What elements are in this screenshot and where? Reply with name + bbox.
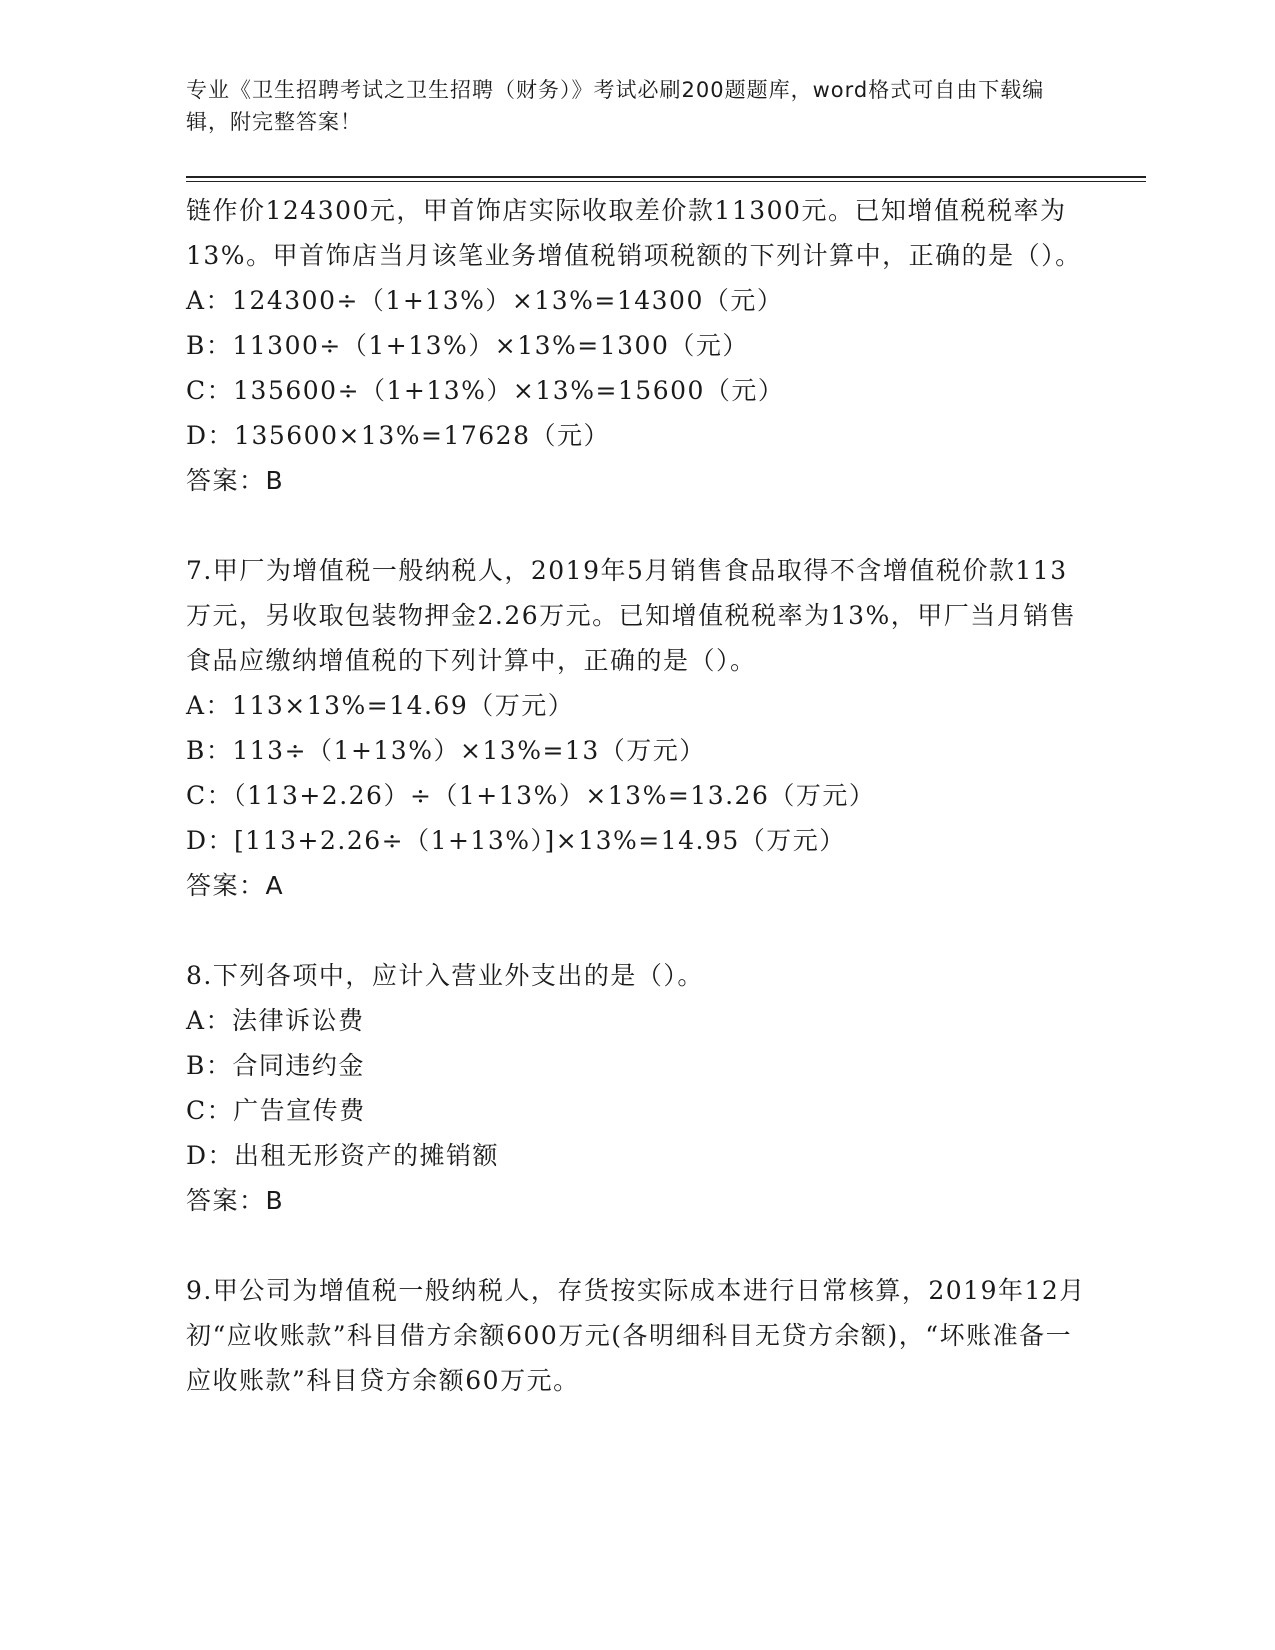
question-6-answer: 答案：B: [186, 466, 285, 495]
header-title: 专业《卫生招聘考试之卫生招聘（财务）》考试必刷200题题库，word格式可自由下载编辑，附完整答案！: [186, 78, 1045, 134]
question-7-option-d: D：[113+2.26÷（1+13%）]×13%=14.95（万元）: [186, 826, 846, 855]
question-7-stem: 7.甲厂为增值税一般纳税人，2019年5月销售食品取得不含增值税价款113万元，另收取包装物押金2.26万元。已知增值税税率为13%，甲厂当月销售食品应缴纳增值税的下列计算中，正确的是（）。: [186, 556, 1077, 675]
document-body: [186, 188, 1086, 1403]
question-8-option-b: B：合同违约金: [186, 1051, 365, 1080]
spacer: [186, 1223, 1086, 1268]
spacer: [186, 908, 1086, 953]
question-8-option-c: C：广告宣传费: [186, 1096, 366, 1125]
question-6-option-c: C：135600÷（1+13%）×13%=15600（元）: [186, 376, 785, 405]
page-header: [186, 74, 1086, 138]
question-7-answer: 答案：A: [186, 871, 285, 900]
spacer: [186, 503, 1086, 548]
question-6-option-b: B：11300÷（1+13%）×13%=1300（元）: [186, 331, 749, 360]
question-8-answer: 答案：B: [186, 1186, 285, 1215]
question-7: [186, 548, 1086, 908]
question-9-stem: 9.甲公司为增值税一般纳税人，存货按实际成本进行日常核算，2019年12月初“应收账款”科目借方余额600万元(各明细科目无贷方余额)，“坏账准备一应收账款”科目贷方余额60万元。: [186, 1276, 1086, 1395]
question-6-stem: 链作价124300元，甲首饰店实际收取差价款11300元。已知增值税税率为13%。甲首饰店当月该笔业务增值税销项税额的下列计算中，正确的是（）。: [186, 196, 1082, 270]
question-8-stem: 8.下列各项中，应计入营业外支出的是（）。: [186, 961, 704, 990]
question-8-option-a: A：法律诉讼费: [186, 1006, 365, 1035]
question-7-option-b: B：113÷（1+13%）×13%=13（万元）: [186, 736, 706, 765]
question-7-option-c: C：（113+2.26）÷（1+13%）×13%=13.26（万元）: [186, 781, 876, 810]
header-divider-thin: [186, 181, 1146, 182]
question-8: [186, 953, 1086, 1223]
question-7-option-a: A：113×13%=14.69（万元）: [186, 691, 575, 720]
header-divider-thick: [186, 176, 1146, 178]
question-6-option-a: A：124300÷（1+13%）×13%=14300（元）: [186, 286, 784, 315]
question-6-option-d: D：135600×13%=17628（元）: [186, 421, 610, 450]
question-6: [186, 188, 1086, 503]
question-8-option-d: D：出租无形资产的摊销额: [186, 1141, 500, 1170]
question-9: [186, 1268, 1086, 1403]
